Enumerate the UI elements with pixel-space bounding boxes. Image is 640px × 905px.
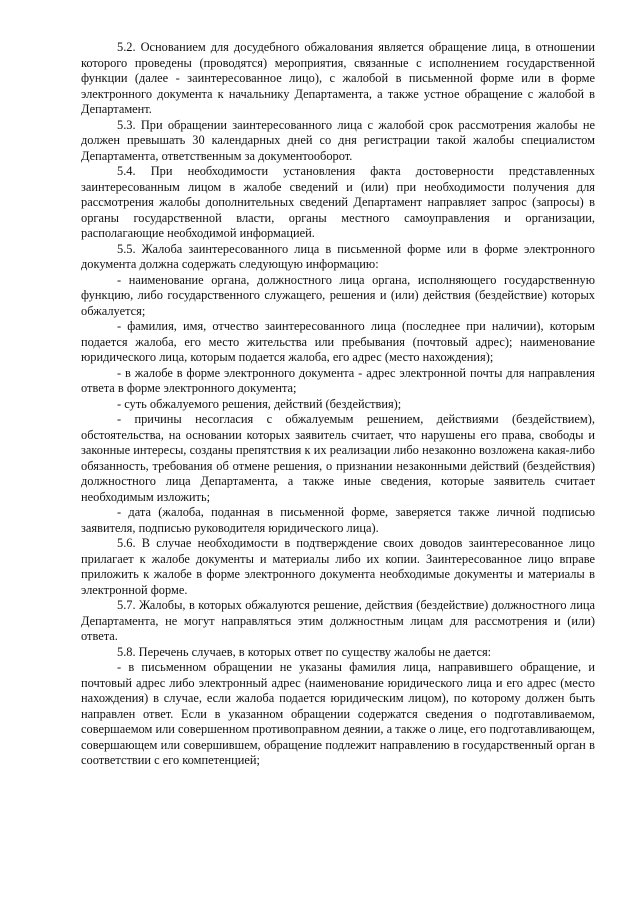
paragraph-5-5: 5.5. Жалоба заинтересованного лица в письменной форме или в форме электронного документа должна содержать следующую информацию: [81,241,595,271]
list-item-email: - в жалобе в форме электронного документа - адрес электронной почты для направления ответа в форме электронного документа; [81,365,595,395]
paragraph-5-3: 5.3. При обращении заинтересованного лица с жалобой срок рассмотрения жалобы не должен превышать 30 календарных дней со дня регистрации такой жалобы специалистом Департамента, ответственным за документооборот. [81,117,595,163]
paragraph-5-2: 5.2. Основанием для досудебного обжалования является обращение лица, в отношении которого проведены (проводятся) мероприятия, связанные с исполнением государственной функции (далее - заинтересованное лицо), с жалобой в письменной форме или в форме электронного документа к начальнику Департамента, а также устное обращение с жалобой в Департамент. [81,40,595,116]
paragraph-5-8: 5.8. Перечень случаев, в которых ответ по существу жалобы не дается: [117,644,492,659]
list-item-authority: - наименование органа, должностного лица органа, исполняющего государственную функцию, либо государственного служащего, решения и (или) действия (бездействие) которых обжалуется; [81,272,595,318]
list-item-no-name-address: - в письменном обращении не указаны фамилия лица, направившего обращение, и почтовый адрес либо электронный адрес (наименование юридического лица и его адрес (место нахождения) в случае, если жалоба подается юридическим лицом), по которому должен быть направлен ответ. Если в указанном обращении содержатся сведения о подготавливаемом, совершаемом или совершенном противоправном деянии, а также о лице, его подготавливающем, совершающем или совершившем, обращение подлежит направлению в государственный орган в соответствии с его компетенцией; [81,660,595,767]
list-item-applicant-name: - фамилия, имя, отчество заинтересованного лица (последнее при наличии), которым подается жалоба, его место жительства или пребывания (почтовый адрес); наименование юридического лица, которым подается жалоба, его адрес (место нахождения); [81,319,595,364]
list-item-date: - дата (жалоба, поданная в письменной форме, заверяется также личной подписью заявителя, подписью руководителя юридического лица). [81,505,595,535]
document-body [81,40,595,769]
list-item-disagreement-reasons: - причины несогласия с обжалуемым решением, действиями (бездействием), обстоятельства, на основании которых заявитель считает, что нарушены его права, свободы и законные интересы, созданы препятствия к их реализации либо незаконно возложена какая-либо обязанность, требования об отмене решения, о признании незаконными действий (бездействия) должностного лица Департамента, а также иные сведения, которые заявитель считает необходимым изложить; [81,412,595,504]
paragraph-5-6: 5.6. В случае необходимости в подтверждение своих доводов заинтересованное лицо прилагает к жалобе документы и материалы либо их копии. Заинтересованное лицо вправе приложить к жалобе в форме электронного документа необходимые документы и материалы в электронной форме. [81,536,595,597]
paragraph-5-4: 5.4. При необходимости установления факта достоверности представленных заинтересованным лицом в жалобе сведений и (или) при необходимости получения для рассмотрения жалобы дополнительных сведений Департамент направляет запрос (запросы) в органы государственной власти, органы местного самоуправления и организации, располагающие необходимой информацией. [81,164,595,240]
paragraph-5-7: 5.7. Жалобы, в которых обжалуются решение, действия (бездействие) должностного лица Департамента, не могут направляться этим должностным лицам для рассмотрения и (или) ответа. [81,598,595,643]
list-item-decision-essence: - суть обжалуемого решения, действий (бездействия); [117,396,402,411]
